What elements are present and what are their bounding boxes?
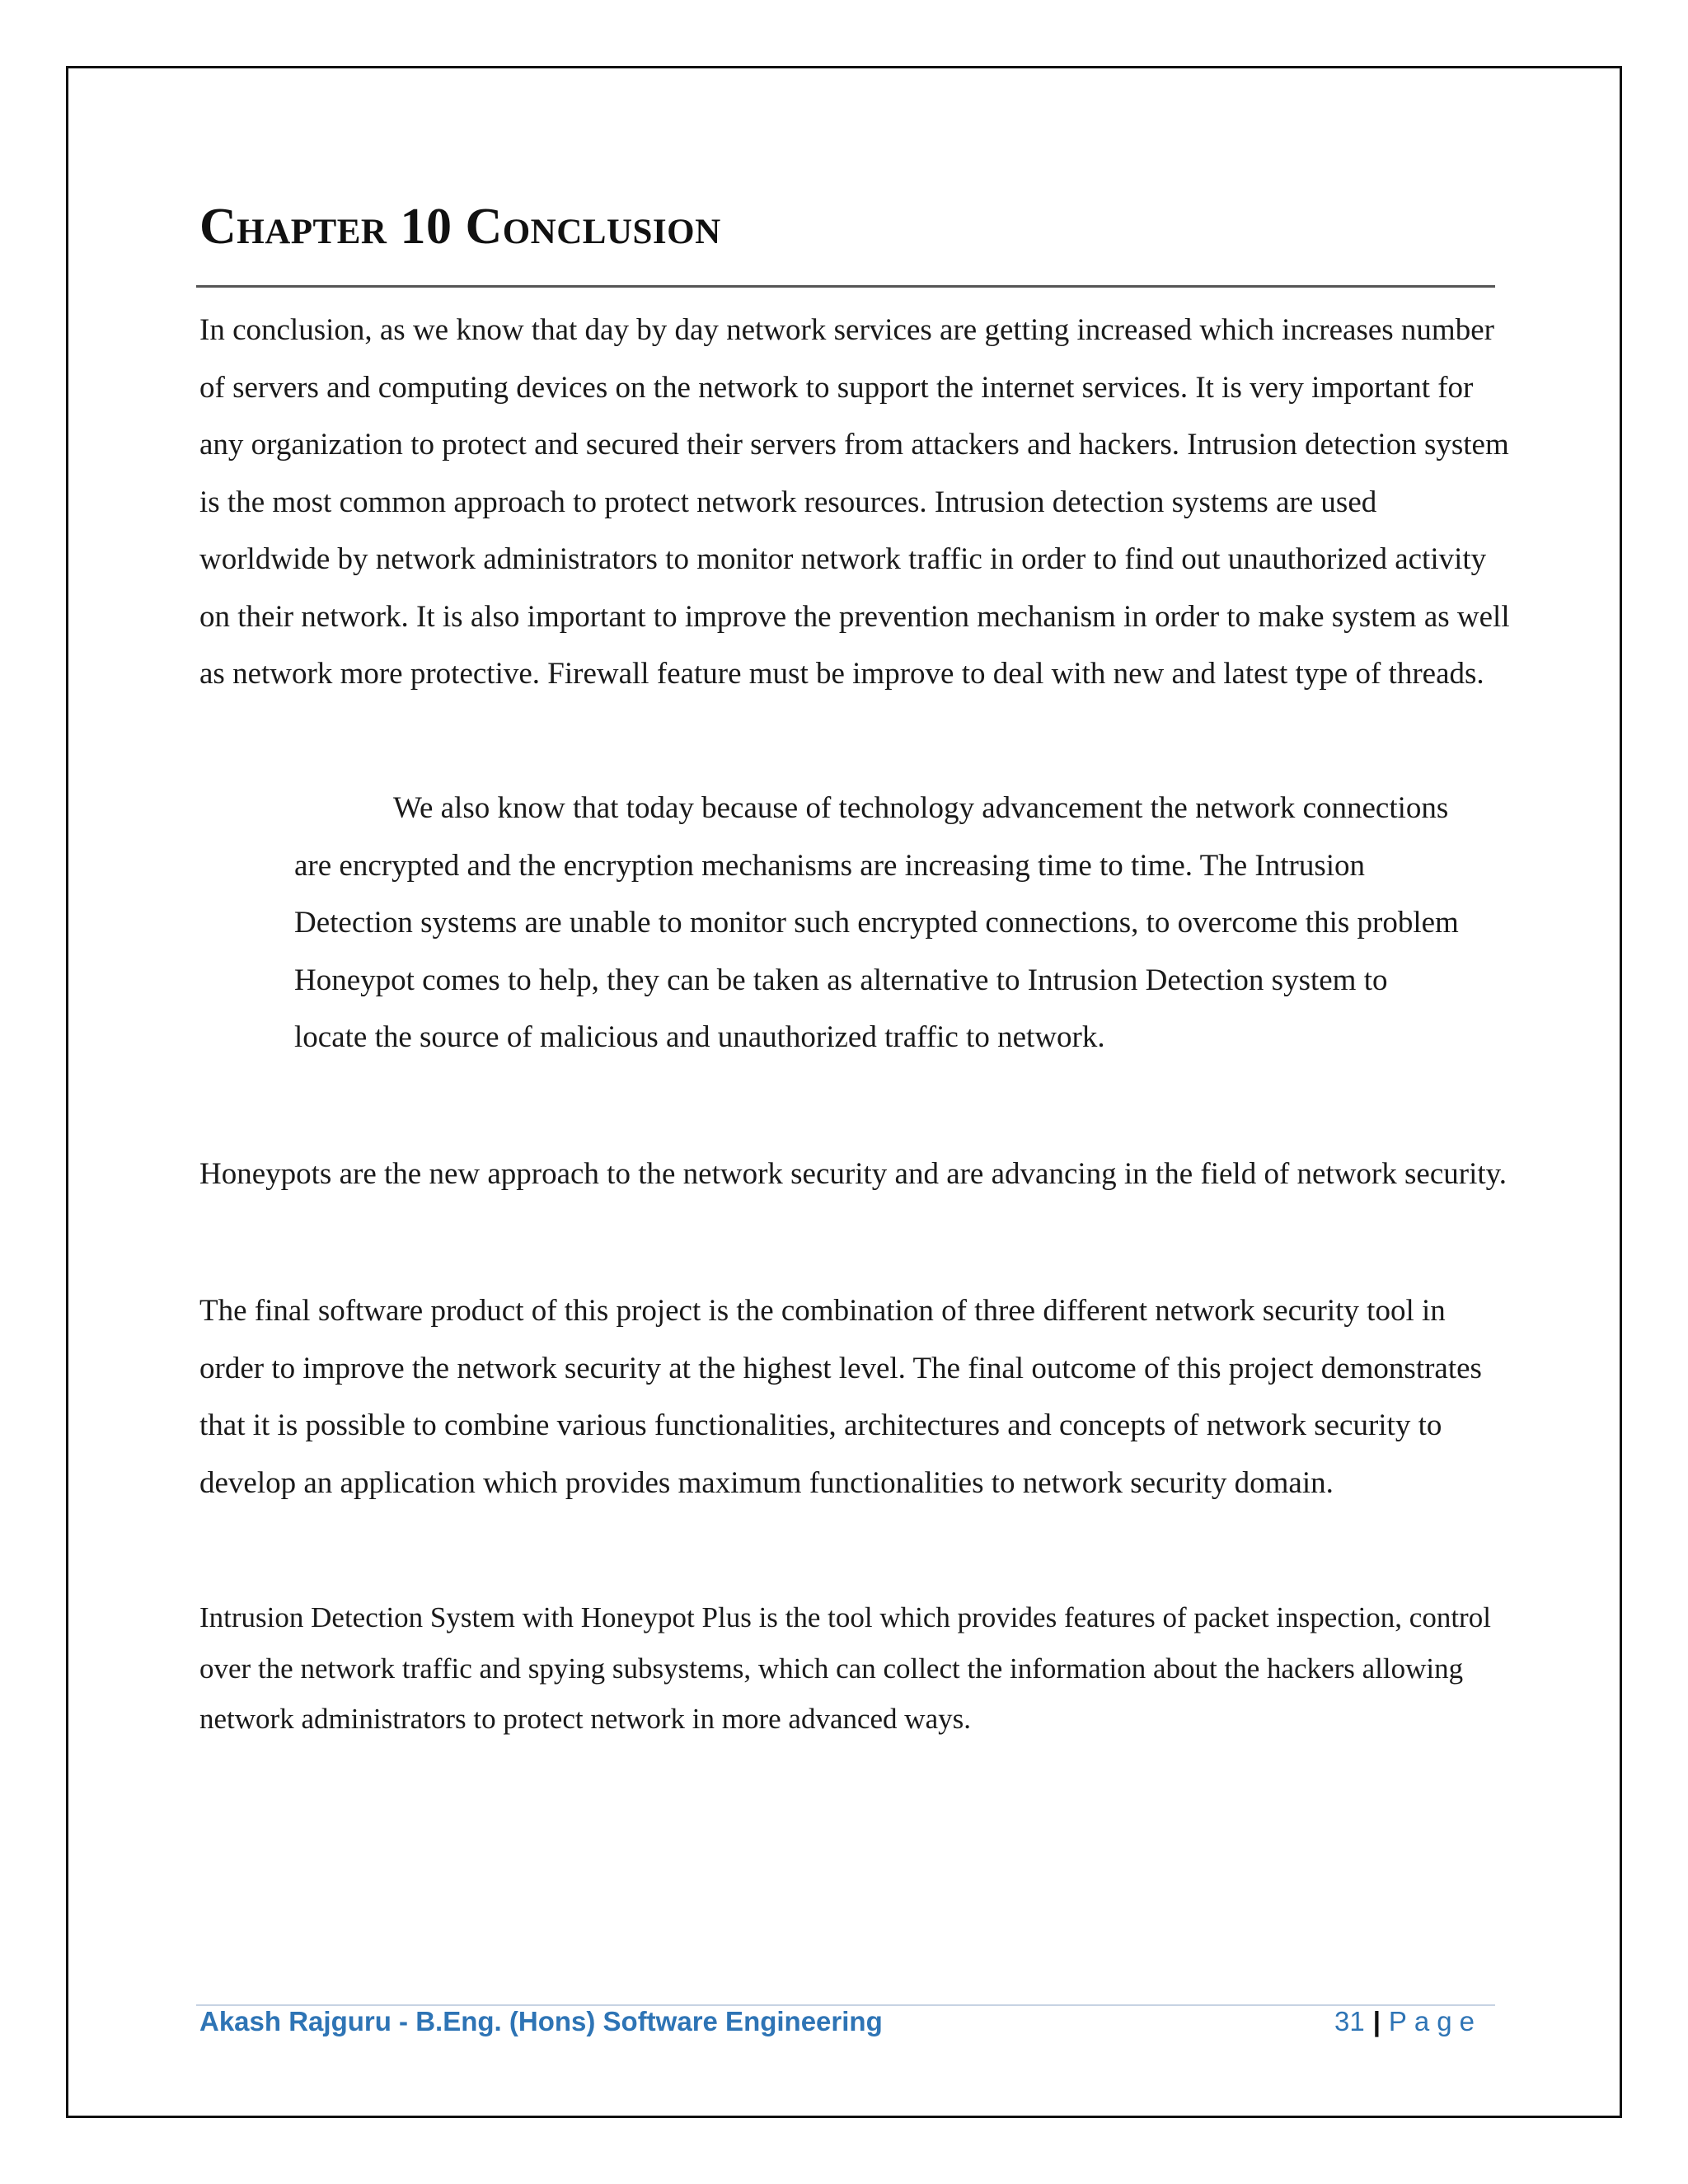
title-divider — [196, 285, 1495, 288]
paragraph-final-product: The final software product of this project is the combination of three different network security tool in order to improve the network security at the highest level. The final outcome of this project demonstrates that it is possible to combine various functionalities, architectures and concepts of network security to develop an application which provides maximum functionalities to network security domain. — [199, 1294, 1482, 1500]
chapter-title: Chapter 10 Conclusion — [199, 199, 721, 255]
paragraph-encryption-indented: We also know that today because of technology advancement the network connections are encrypted and the encryption mechanisms are increasing time to time. The Intrusion Detection systems are unable to monitor such encrypted connections, to overcome this problem Honeypot comes to help, they can be taken as alternative to Intrusion Detection system to locate the source of malicious and unauthorized traffic to network. — [294, 791, 1459, 1054]
paragraph-tool-summary: Intrusion Detection System with Honeypot Plus is the tool which provides features of packet inspection, control over the network traffic and spying subsystems, which can collect the information about the hackers allowing network administrators to protect network in more advanced ways. — [199, 1601, 1491, 1735]
paragraph-conclusion-intro: In conclusion, as we know that day by day network services are getting increased which increases number of servers and computing devices on the network to support the internet services. It is very important for any organization to protect and secured their servers from attackers and hackers. Intrusion detection system is the most common approach to protect network resources. Intrusion detection systems are used worldwide by network administrators to monitor network traffic in order to find out unauthorized activity on their network. It is also important to improve the prevention mechanism in order to make system as well as network more protective. Firewall feature must be improve to deal with new and latest type of threads. — [199, 313, 1510, 691]
paragraph-honeypots: Honeypots are the new approach to the network security and are advancing in the field of network security. — [199, 1157, 1507, 1191]
footer-separator: | — [1372, 2006, 1381, 2036]
page-number: 31 — [1334, 2006, 1365, 2036]
footer-author: Akash Rajguru - B.Eng. (Hons) Software Engineering — [199, 2006, 883, 2036]
page-label: Page — [1388, 2006, 1482, 2036]
footer-page-indicator — [1334, 2006, 1482, 2037]
